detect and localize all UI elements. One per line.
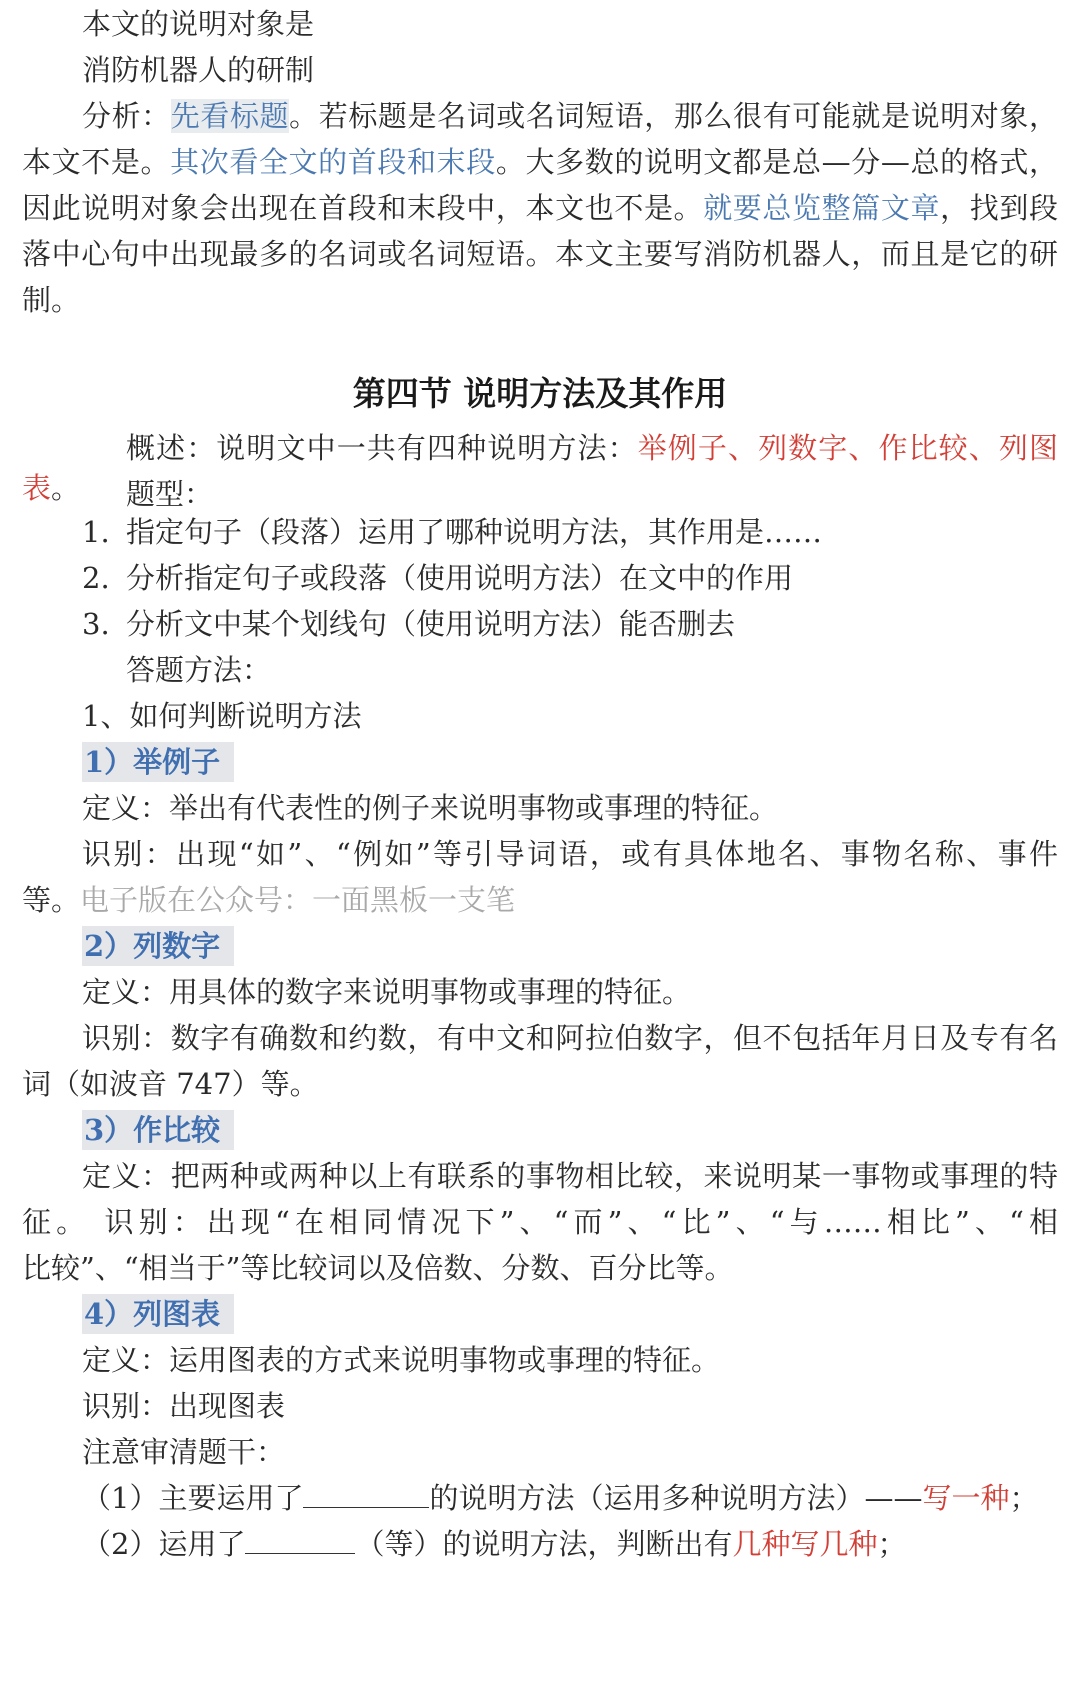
question-line: 本文的说明对象是 — [82, 7, 315, 41]
method-2-identify-2: 词（如波音 747）等。 — [22, 1067, 319, 1101]
method-3-title: 3）作比较 — [0, 1110, 1080, 1150]
analysis-line-4: 落中心句中出现最多的名词或名词短语。本文主要写消防机器人，而且是它的研 — [22, 237, 1058, 271]
methods-list: 举例子、列数字、作比较、列图 — [637, 431, 1058, 465]
analysis-line-5: 制。 — [22, 283, 81, 317]
answer-method-label: 答题方法： — [126, 653, 272, 687]
types-label: 题型： — [126, 477, 214, 511]
analysis-line-3: 因此说明对象会出现在首段和末段中，本文也不是。就要总览整篇文章，找到段 — [22, 191, 1058, 225]
method-1-identify-2: 等。电子版在公众号：一面黑板一支笔 — [22, 883, 516, 917]
note-2: （2）运用了 （等）的说明方法，判断出有几种写几种； — [82, 1527, 907, 1561]
method-2-identify: 识别：数字有确数和约数，有中文和阿拉伯数字，但不包括年月日及专有名 — [82, 1021, 1058, 1055]
method-1-title: 1）举例子 — [0, 742, 1080, 782]
watermark-text: 电子版在公众号：一面黑板一支笔 — [80, 883, 516, 917]
type-item-2: 2. 分析指定句子或段落（使用说明方法）在文中的作用 — [82, 561, 794, 595]
type-item-3: 3. 分析文中某个划线句（使用说明方法）能否删去 — [82, 607, 736, 641]
overview-line-2: 表。 — [22, 471, 81, 505]
method-1-definition: 定义：举出有代表性的例子来说明事物或事理的特征。 — [82, 791, 779, 825]
fill-blank-1[interactable] — [303, 1479, 429, 1508]
hint-title: 先看标题 — [170, 99, 290, 133]
method-4-definition: 定义：运用图表的方式来说明事物或事理的特征。 — [82, 1343, 721, 1377]
section-title: 第四节 说明方法及其作用 — [352, 374, 728, 413]
judge-title: 1、如何判断说明方法 — [82, 699, 362, 733]
method-3-definition: 定义：把两种或两种以上有联系的事物相比较，来说明某一事物或事理的特 — [82, 1159, 1058, 1193]
method-3-identify-2: 比较”、“相当于”等比较词以及倍数、分数、百分比等。 — [22, 1251, 734, 1285]
overview-line: 概述：说明文中一共有四种说明方法：举例子、列数字、作比较、列图 — [126, 431, 1058, 465]
hint-overview: 就要总览整篇文章 — [703, 191, 941, 225]
answer-line: 消防机器人的研制 — [82, 53, 315, 87]
fill-blank-2[interactable] — [245, 1525, 355, 1554]
note-1: （1）主要运用了 的说明方法（运用多种说明方法）——写一种； — [82, 1481, 1039, 1515]
note-label: 注意审清题干： — [82, 1435, 286, 1469]
method-3-identify: 征。 识别：出现“在相同情况下”、“而”、“比”、“与……相比”、“相 — [22, 1205, 1058, 1239]
method-2-title: 2）列数字 — [0, 926, 1080, 966]
method-2-definition: 定义：用具体的数字来说明事物或事理的特征。 — [82, 975, 692, 1009]
analysis-line-2: 本文不是。其次看全文的首段和末段。大多数的说明文都是总—分—总的格式， — [22, 145, 1058, 179]
method-4-identify: 识别：出现图表 — [82, 1389, 286, 1423]
method-1-identify: 识别：出现“如”、“例如”等引导词语，或有具体地名、事物名称、事件 — [82, 837, 1058, 871]
hint-first-last: 其次看全文的首段和末段 — [170, 145, 496, 179]
type-item-1: 1. 指定句子（段落）运用了哪种说明方法，其作用是…… — [82, 515, 823, 549]
analysis-line-1: 分析：先看标题。若标题是名词或名词短语，那么很有可能就是说明对象， — [82, 99, 1058, 133]
method-4-title: 4）列图表 — [0, 1294, 1080, 1334]
